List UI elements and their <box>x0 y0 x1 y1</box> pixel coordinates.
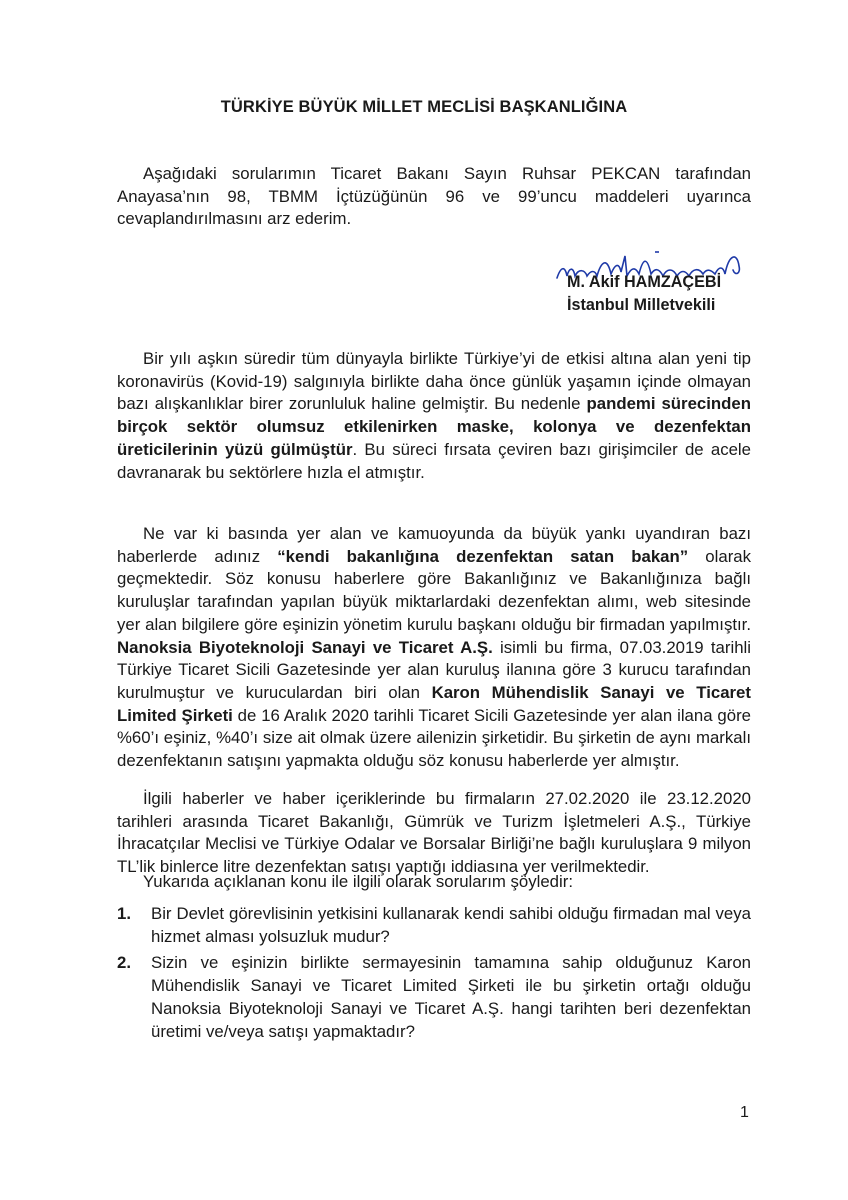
document-title: TÜRKİYE BÜYÜK MİLLET MECLİSİ BAŞKANLIĞINA <box>220 98 628 116</box>
text-span: olarak geçmektedir. Söz konusu haberlere göre Bakanlığınız ve Bakanlığınıza bağlı kuruluşlar tarafından yapılan büyük miktarlardaki dezenfektan alımı, web sitesinde yer alan bilgilere göre eşinizin yönetim kurulu başkanı olduğu bir firmadan yapılmıştır. <box>117 546 752 634</box>
question-list <box>117 903 751 1047</box>
question-item <box>117 952 751 1043</box>
text-span: isimli bu firma, 07.03.2019 tarihli Türkiye Ticaret Sicili Gazetesinde yer alan kuruluş ilanına göre 3 kurucu tarafından kurulmuştur ve kuruculardan biri olan <box>117 637 751 702</box>
text-span: . Bu süreci fırsata çeviren bazı girişimciler de acele davranarak bu sektörlere hızla el atmıştır. <box>117 439 751 482</box>
body-paragraph-1 <box>117 348 751 484</box>
question-text: Bir Devlet görevlisinin yetkisini kullanarak kendi sahibi olduğu firmadan mal veya hizmet alması yolsuzluk mudur? <box>151 904 751 946</box>
question-text: Sizin ve eşinizin birlikte sermayesinin tamamına sahip olduğunuz Karon Mühendislik Sanayi ve Ticaret Limited Şirketi ile bu şirketin ortağı olduğu Nanoksia Biyoteknoloji Sanayi ve Ticaret A.Ş. hangi tarihten beri dezenfektan üretimi ve/veya satışı yapmaktadır? <box>151 953 751 1041</box>
bold-text: pandemi sürecinden birçok sektör olumsuz etkilenirken maske, kolonya ve dezenfektan üreticilerinin yüzü gülmüştür <box>117 394 751 459</box>
page-number: 1 <box>740 1104 749 1121</box>
intro-paragraph: Aşağıdaki sorularımın Ticaret Bakanı Sayın Ruhsar PEKCAN tarafından Anayasa’nın 98, TBMM İçtüzüğünün 96 ve 99’uncu maddeleri uyarınca cevaplandırılmasını arz ederim. <box>117 164 751 229</box>
bold-company-name: Karon Mühendislik Sanayi ve Ticaret Limited Şirketi <box>117 682 751 725</box>
body-paragraph-4: Yukarıda açıklanan konu ile ilgili olarak sorularım şöyledir: <box>143 872 573 891</box>
text-span: de 16 Aralık 2020 tarihli Ticaret Sicili Gazetesinde yer alan ilana göre %60’ı eşiniz, %40’ı size ait olmak üzere ailenizin şirketidir. Bu şirketin de aynı markalı dezenfektanın satışını yapmakta olduğu söz konusu haberlerde yer almıştır. <box>117 705 751 771</box>
text-span: Ne var ki basında yer alan ve kamuoyunda da büyük yankı uyandıran bazı haberlerde adınız <box>117 524 751 566</box>
text-span: Bir yılı aşkın süredir tüm dünyayla birlikte Türkiye’yi de etkisi altına alan yeni tip koronavirüs (Kovid-19) salgınıyla birlikte daha önce günlük yaşamın içinde olmayan bazı alışkanlıklar birer zorunluluk haline gelmiştir. Bu nedenle <box>117 349 751 414</box>
body-paragraph-3: İlgili haberler ve haber içeriklerinde bu firmaların 27.02.2020 ile 23.12.2020 tarihleri arasında Ticaret Bakanlığı, Gümrük ve Turizm İşletmeleri A.Ş., Türkiye İhracatçılar Meclisi ve Türkiye Odalar ve Borsalar Birliği’ne bağlı kuruluşlara 9 milyon TL’lik binlerce litre dezenfektan satışı yaptığı iddiasına yer verilmektedir. <box>117 789 751 877</box>
signatory-name: M. Akif HAMZAÇEBİ <box>567 273 722 291</box>
signatory-title: İstanbul Milletvekili <box>567 296 716 314</box>
question-number: 2. <box>117 953 131 973</box>
bold-quote: “kendi bakanlığına dezenfektan satan bakan” <box>277 546 689 566</box>
bold-company-name: Nanoksia Biyoteknoloji Sanayi ve Ticaret A.Ş. <box>117 637 493 657</box>
body-paragraph-2 <box>117 523 751 773</box>
question-item <box>117 903 751 948</box>
question-number: 1. <box>117 904 131 923</box>
